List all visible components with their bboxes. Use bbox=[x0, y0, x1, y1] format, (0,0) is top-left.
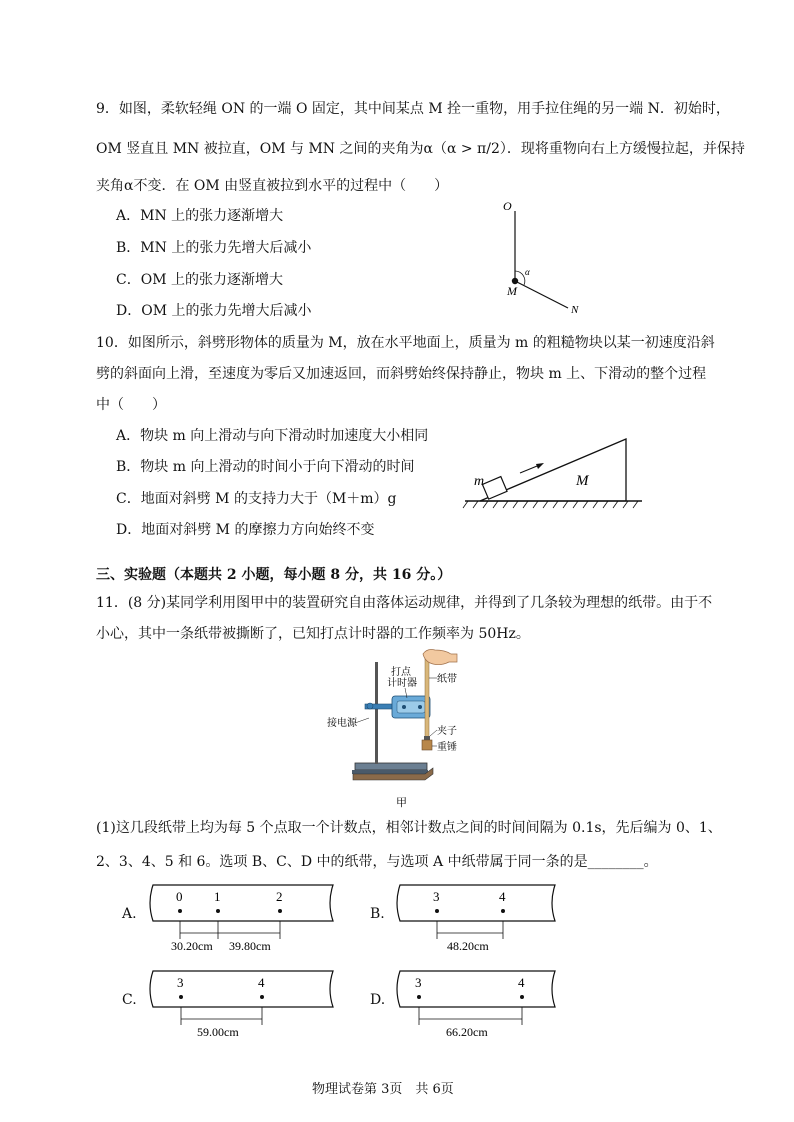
tape-b-strip bbox=[397, 885, 555, 921]
q9-line2-a: OM 竖直且 MN 被拉直，OM 与 MN 之间的夹角为α bbox=[96, 141, 433, 157]
tape-d-distance-34: 66.20cm bbox=[446, 1025, 488, 1039]
block-m-small bbox=[482, 477, 507, 500]
label-big-m: M bbox=[576, 473, 589, 489]
tape-b bbox=[390, 877, 570, 957]
stand-pole bbox=[375, 662, 378, 764]
tape-a bbox=[143, 877, 343, 957]
q10-line1: 10．如图所示，斜劈形物体的质量为 M，放在水平地面上，质量为 m 的粗糙物块以某一初速度沿斜 bbox=[96, 335, 715, 351]
tape-b-point-3: 3 bbox=[433, 889, 440, 904]
q11-line2: 小心，其中一条纸带被撕断了，已知打点计时器的工作频率为 50Hz。 bbox=[96, 626, 530, 642]
caption-jia: 甲 bbox=[396, 797, 407, 809]
q11-part1-line2: 2、3、4、5 和 6。选项 B、C、D 中的纸带，与选项 A 中纸带属于同一条的是________。 bbox=[96, 854, 658, 870]
label-weight: 重锤 bbox=[437, 742, 457, 753]
q10-option-d[interactable]: D．地面对斜劈 M 的摩擦力方向始终不变 bbox=[116, 522, 375, 538]
rope-mn bbox=[515, 281, 568, 308]
label-n: N bbox=[571, 304, 579, 316]
section-3-heading: 三、实验题（本题共 2 小题，每小题 8 分，共 16 分。） bbox=[96, 567, 452, 583]
apparatus-figure-jia bbox=[325, 648, 475, 810]
tape-c-point-4: 4 bbox=[258, 975, 265, 990]
q10-option-a[interactable]: A．物块 m 向上滑动与向下滑动时加速度大小相同 bbox=[116, 428, 429, 444]
label-small-m: m bbox=[474, 474, 485, 489]
weight bbox=[422, 740, 432, 750]
label-power: 接电源 bbox=[327, 718, 357, 729]
clip bbox=[424, 736, 430, 740]
label-m: M bbox=[507, 284, 517, 298]
label-clip: 夹子 bbox=[437, 726, 457, 737]
q9-alpha-condition: （α > π/2） bbox=[432, 141, 507, 157]
tape-d-dot-4 bbox=[520, 995, 524, 999]
tape-d-point-3: 3 bbox=[415, 975, 422, 990]
tape-c-dot-3 bbox=[179, 995, 183, 999]
q10-option-b[interactable]: B．物块 m 向上滑动的时间小于向下滑动的时间 bbox=[116, 459, 415, 475]
q11-line1: 11．(8 分)某同学利用图甲中的装置研究自由落体运动规律，并得到了几条较为理想的纸带。由于不 bbox=[96, 595, 713, 611]
tape-a-point-1: 1 bbox=[214, 889, 221, 904]
tape-a-dot-2 bbox=[278, 909, 282, 913]
label-tape: 纸带 bbox=[437, 674, 457, 685]
stand-base bbox=[355, 763, 427, 770]
clamp-knob bbox=[367, 703, 373, 709]
q9-option-a[interactable]: A．MN 上的张力逐渐增大 bbox=[116, 208, 284, 224]
q11-part1-line1: (1)这几段纸带上均为每 5 个点取一个计数点，相邻计数点之间的时间间隔为 0.1s，先后编为 0、1、 bbox=[96, 820, 722, 836]
label-alpha: α bbox=[525, 267, 530, 277]
label-timer-2: 计时器 bbox=[387, 678, 417, 689]
ground-hatching bbox=[463, 501, 642, 508]
tape-a-letter[interactable]: A. bbox=[122, 906, 137, 922]
q9-line2-b: ．现将重物向右上方缓慢拉起，并保持 bbox=[506, 141, 745, 157]
page-footer: 物理试卷第 3页 共 6页 bbox=[312, 1082, 454, 1097]
velocity-arrowhead bbox=[536, 463, 544, 469]
q9-line3: 夹角α不变．在 OM 由竖直被拉到水平的过程中（ ） bbox=[96, 178, 449, 194]
q9-line2 bbox=[96, 139, 745, 159]
q10-option-c[interactable]: C．地面对斜劈 M 的支持力大于（M＋m）g bbox=[116, 491, 397, 507]
tape-b-dot-3 bbox=[435, 909, 439, 913]
tape-b-dot-4 bbox=[501, 909, 505, 913]
tape-b-letter[interactable]: B. bbox=[370, 906, 385, 922]
tape-a-dot-0 bbox=[178, 909, 182, 913]
label-o: O bbox=[503, 199, 512, 213]
tape-c-distance-34: 59.00cm bbox=[197, 1025, 239, 1039]
tape-d-letter[interactable]: D. bbox=[370, 992, 386, 1008]
tape-c bbox=[143, 963, 343, 1043]
paper-tape bbox=[425, 652, 429, 738]
q9-rope-diagram bbox=[495, 195, 605, 320]
stand-base-edge bbox=[352, 770, 428, 774]
q10-line3: 中（ ） bbox=[96, 397, 166, 413]
q9-line1: 9．如图，柔软轻绳 ON 的一端 O 固定，其中间某点 M 拴一重物，用手拉住绳的另一端 N．初始时， bbox=[96, 101, 730, 117]
tape-d-dot-3 bbox=[417, 995, 421, 999]
tape-d-point-4: 4 bbox=[518, 975, 525, 990]
tape-a-distance-01: 30.20cm bbox=[171, 939, 213, 953]
tape-a-distance-12: 39.80cm bbox=[229, 939, 271, 953]
tape-c-letter[interactable]: C. bbox=[122, 992, 137, 1008]
tape-c-dot-4 bbox=[260, 995, 264, 999]
q10-line2: 劈的斜面向上滑，至速度为零后又加速返回，而斜劈始终保持静止，物块 m 上、下滑动的整个过程 bbox=[96, 366, 707, 382]
tape-a-point-2: 2 bbox=[276, 889, 283, 904]
label-timer-1: 打点 bbox=[391, 667, 411, 678]
q9-option-c[interactable]: C．OM 上的张力逐渐增大 bbox=[116, 272, 283, 288]
tape-d bbox=[390, 963, 570, 1043]
q9-option-d[interactable]: D．OM 上的张力先增大后减小 bbox=[116, 303, 312, 319]
tape-a-dot-1 bbox=[216, 909, 220, 913]
q9-option-b[interactable]: B．MN 上的张力先增大后减小 bbox=[116, 240, 312, 256]
tape-c-point-3: 3 bbox=[177, 975, 184, 990]
tape-a-point-0: 0 bbox=[176, 889, 183, 904]
q10-wedge-diagram bbox=[460, 433, 650, 518]
tape-b-distance-34: 48.20cm bbox=[447, 939, 489, 953]
tape-b-point-4: 4 bbox=[499, 889, 506, 904]
